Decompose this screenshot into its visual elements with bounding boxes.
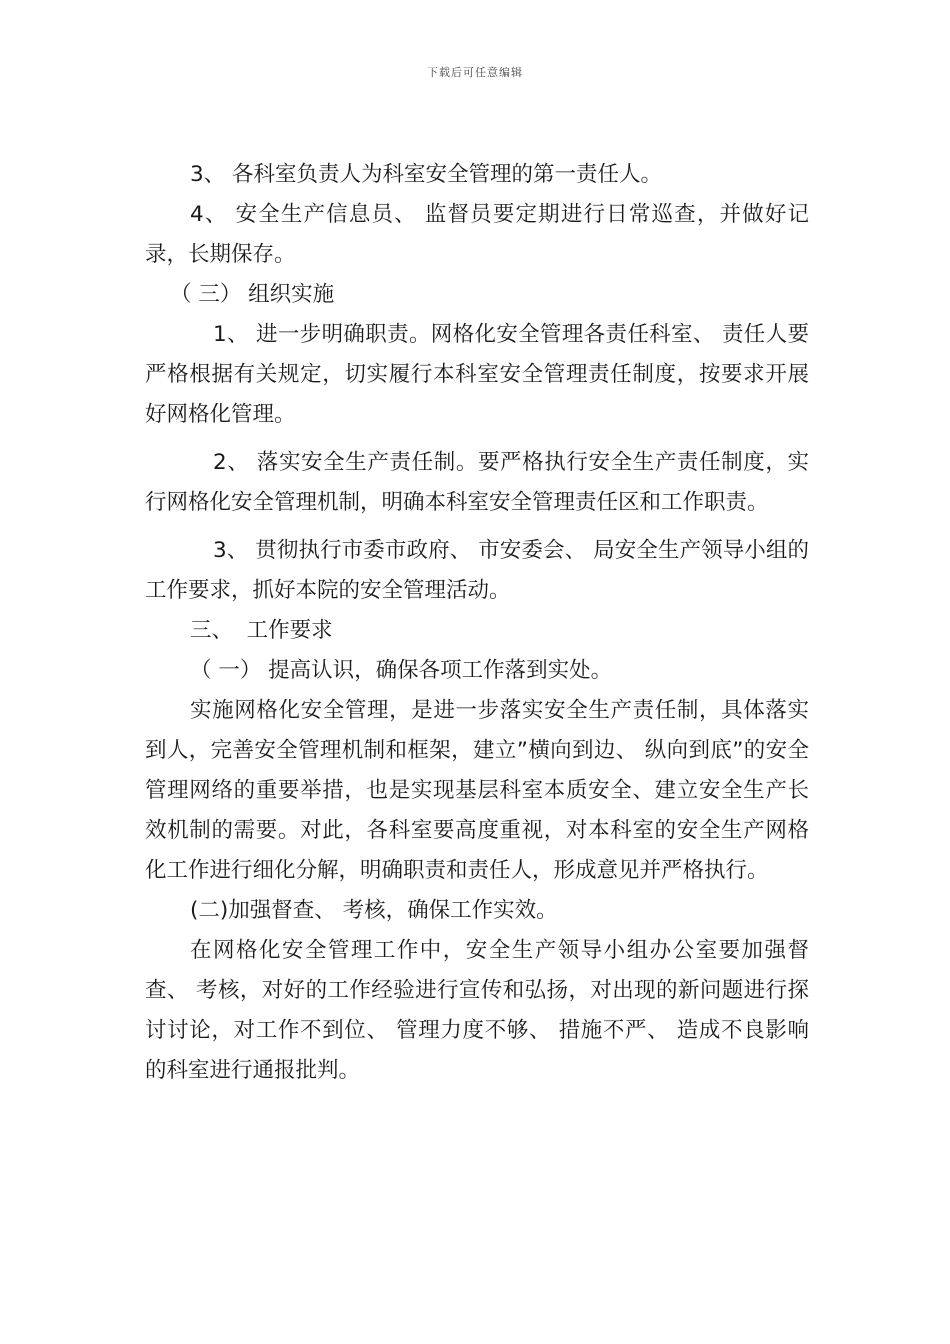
page-header-note: 下载后可任意编辑 — [427, 66, 523, 79]
section-heading-implementation: （ 三） 组织实施 — [170, 282, 335, 307]
document-body — [145, 155, 809, 1091]
paragraph-implementation-2: 2、 落实安全生产责任制。要严格执行安全生产责任制度，实行网格化安全管理机制，明确本科室安全管理责任区和工作职责。 — [145, 450, 809, 515]
subsection-heading-supervision: (二)加强督查、 考核，确保工作实效。 — [190, 898, 558, 923]
paragraph-item-4: 4、 安全生产信息员、 监督员要定期进行日常巡查，并做好记录，长期保存。 — [145, 202, 809, 267]
paragraph-implementation-3: 3、 贯彻执行市委市政府、 市安委会、 局安全生产领导小组的工作要求，抓好本院的安全管理活动。 — [145, 538, 809, 603]
paragraph-awareness-body: 实施网格化安全管理，是进一步落实安全生产责任制，具体落实到人，完善安全管理机制和框架，建立”横向到边、 纵向到底”的安全管理网络的重要举措，也是实现基层科室本质安全、建立安全生产长效机制的需要。对此，各科室要高度重视，对本科室的安全生产网格化工作进行细化分解，明确职责和责任人，形成意见并严格执行。 — [145, 698, 809, 883]
paragraph-implementation-1: 1、 进一步明确职责。网格化安全管理各责任科室、 责任人要严格根据有关规定，切实履行本科室安全管理责任制度，按要求开展好网格化管理。 — [145, 322, 809, 427]
paragraph-supervision-body: 在网格化安全管理工作中，安全生产领导小组办公室要加强督查、 考核，对好的工作经验进行宣传和弘扬，对出现的新问题进行探讨讨论，对工作不到位、 管理力度不够、 措施不严、 造成不良影响的科室进行通报批判。 — [145, 938, 809, 1083]
subsection-heading-awareness: （ 一） 提高认识，确保各项工作落到实处。 — [190, 658, 613, 683]
section-heading-requirements: 三、 工作要求 — [190, 618, 333, 643]
paragraph-item-3: 3、 各科室负责人为科室安全管理的第一责任人。 — [190, 162, 663, 187]
